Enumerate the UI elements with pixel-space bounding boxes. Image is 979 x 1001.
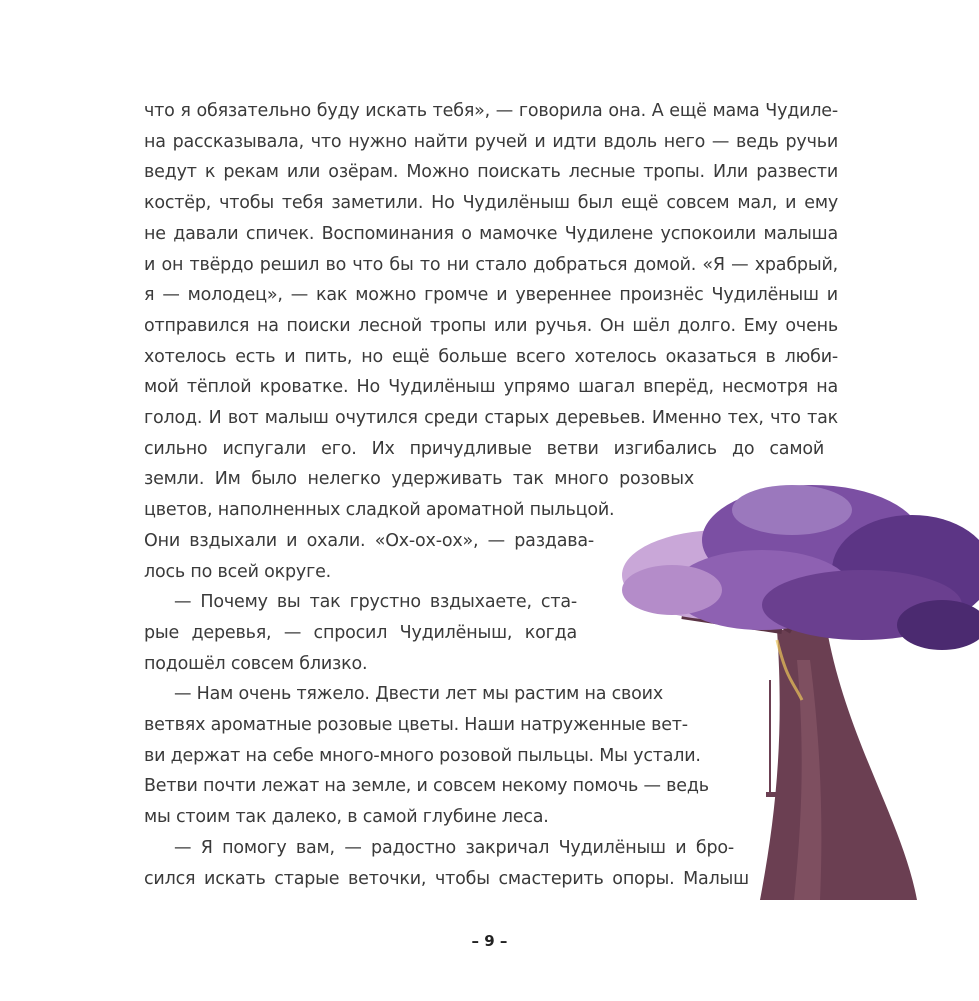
text-line: — Нам очень тяжело. Двести лет мы растим на своих [174,684,663,705]
text-line: сильно испугали его. Их причудливые ветви изгибались до самой [144,438,824,459]
text-line: отправился на поиски лесной тропы или ручья. Он шёл долго. Ему очень [144,315,838,336]
page-number: – 9 – [471,932,508,950]
tree-canopy [622,485,979,650]
text-line: лось по всей округе. [144,561,332,582]
text-line: сился искать старые веточки, чтобы смастерить опоры. Малыш [144,868,749,889]
text-line: голод. И вот малыш очутился среди старых деревьев. Именно тех, что так [144,408,838,428]
text-line: — Я помогу вам, — радостно закричал Чудилёныш и бро- [174,837,734,858]
text-line: хотелось есть и пить, но ещё больше всего хотелось оказаться в люби- [144,346,838,367]
text-line: не давали спичек. Воспоминания о мамочке Чудилене успокоили малыша [144,223,838,244]
text-line: мой тёплой кроватке. Но Чудилёныш упрямо шагал вперёд, несмотря на [144,377,838,398]
text-line: земли. Им было нелегко удерживать так много розовых [144,469,694,490]
text-line: ветвях ароматные розовые цветы. Наши натруженные вет- [144,715,688,735]
text-line: Они вздыхали и охали. «Ох-ох-ох», — раздава- [144,530,594,551]
text-line: мы стоим так далеко, в самой глубине леса. [144,807,549,828]
swing [766,680,786,797]
text-line: подошёл совсем близко. [144,653,368,674]
text-line: костёр, чтобы тебя заметили. Но Чудилёныш был ещё совсем мал, и ему [144,193,838,214]
text-line: и он твёрдо решил во что бы то ни стало добраться домой. «Я — храбрый, [144,254,838,275]
text-line: я — молодец», — как можно громче и увереннее произнёс Чудилёныш и [144,285,838,306]
text-line: рые деревья, — спросил Чудилёныш, когда [144,622,577,643]
text-line: ви держат на себе много-много розовой пыльцы. Мы устали. [144,745,701,766]
text-line: на рассказывала, что нужно найти ручей и идти вдоль него — ведь ручьи [144,131,838,152]
text-line: ведут к рекам или озёрам. Можно поискать лесные тропы. Или развести [144,162,838,183]
text-line: цветов, наполненных сладкой ароматной пыльцой. [144,500,615,521]
text-line: — Почему вы так грустно вздыхаете, ста- [174,592,577,613]
text-line: что я обязательно буду искать тебя», — говорила она. А ещё мама Чудиле- [144,101,838,121]
text-line: Ветви почти лежат на земле, и совсем некому помочь — ведь [144,776,709,797]
